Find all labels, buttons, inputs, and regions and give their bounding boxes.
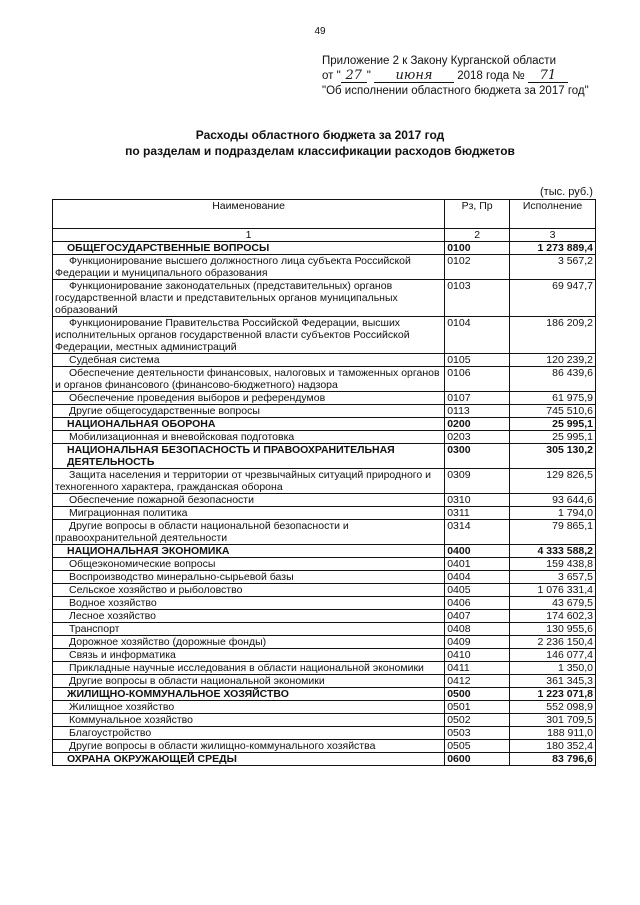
row-code: 0405 <box>445 584 510 597</box>
row-code: 0502 <box>445 714 510 727</box>
row-name: Обеспечение пожарной безопасности <box>53 494 445 507</box>
appendix-line-2 <box>322 69 589 84</box>
row-code: 0503 <box>445 727 510 740</box>
row-code: 0113 <box>445 405 510 418</box>
row-value: 120 239,2 <box>510 354 596 367</box>
row-value: 61 975,9 <box>510 392 596 405</box>
row-value: 93 644,6 <box>510 494 596 507</box>
row-name: Сельское хозяйство и рыболовство <box>53 584 445 597</box>
header-code: Рз, Пр <box>445 200 510 229</box>
row-name: Мобилизационная и вневойсковая подготовка <box>53 431 445 444</box>
table-row <box>53 701 596 714</box>
row-name: Защита населения и территории от чрезвычайных ситуаций природного и техногенного характера, гражданская оборона <box>53 469 445 494</box>
title-line-2: по разделам и подразделам классификации расходов бюджетов <box>125 144 515 158</box>
section-row <box>53 753 596 766</box>
row-value: 361 345,3 <box>510 675 596 688</box>
row-value: 79 865,1 <box>510 520 596 545</box>
row-value: 146 077,4 <box>510 649 596 662</box>
row-code: 0100 <box>445 242 510 255</box>
row-name: Общеэкономические вопросы <box>53 558 445 571</box>
row-name: Связь и информатика <box>53 649 445 662</box>
row-code: 0505 <box>445 740 510 753</box>
row-name: Судебная система <box>53 354 445 367</box>
row-name: Коммунальное хозяйство <box>53 714 445 727</box>
row-value: 1 076 331,4 <box>510 584 596 597</box>
row-name: Прикладные научные исследования в области национальной экономики <box>53 662 445 675</box>
table-row <box>53 469 596 494</box>
row-code: 0407 <box>445 610 510 623</box>
row-code: 0404 <box>445 571 510 584</box>
unit-note: (тыс. руб.) <box>540 186 593 198</box>
header-name: Наименование <box>53 200 445 229</box>
row-value: 745 510,6 <box>510 405 596 418</box>
row-code: 0500 <box>445 688 510 701</box>
row-name: Благоустройство <box>53 727 445 740</box>
row-code: 0102 <box>445 255 510 280</box>
row-name: Функционирование Правительства Российской Федерации, высших исполнительных органов государственной власти субъектов Российской Федерации, местных администраций <box>53 317 445 354</box>
row-code: 0309 <box>445 469 510 494</box>
row-value: 130 955,6 <box>510 623 596 636</box>
appendix-year: 2018 года № <box>457 70 525 82</box>
row-name: ЖИЛИЩНО-КОММУНАЛЬНОЕ ХОЗЯЙСТВО <box>53 688 445 701</box>
appendix-quote-open: " <box>336 70 341 82</box>
table-row <box>53 662 596 675</box>
row-code: 0203 <box>445 431 510 444</box>
table-row <box>53 255 596 280</box>
expenditure-table <box>52 199 596 766</box>
row-value: 86 439,6 <box>510 367 596 392</box>
row-name: Транспорт <box>53 623 445 636</box>
table-header-row <box>53 200 596 229</box>
row-name: Воспроизводство минерально-сырьевой базы <box>53 571 445 584</box>
handwritten-law-number: 71 <box>528 70 568 83</box>
section-row <box>53 444 596 469</box>
column-number-row <box>53 229 596 242</box>
row-code: 0310 <box>445 494 510 507</box>
table-row <box>53 280 596 317</box>
appendix-header <box>322 54 589 99</box>
row-code: 0411 <box>445 662 510 675</box>
row-value: 188 911,0 <box>510 727 596 740</box>
section-row <box>53 545 596 558</box>
row-value: 25 995,1 <box>510 418 596 431</box>
table-row <box>53 649 596 662</box>
row-code: 0409 <box>445 636 510 649</box>
row-name: НАЦИОНАЛЬНАЯ БЕЗОПАСНОСТЬ И ПРАВООХРАНИТЕЛЬНАЯ ДЕЯТЕЛЬНОСТЬ <box>53 444 445 469</box>
page-number: 49 <box>314 26 326 37</box>
table-row <box>53 675 596 688</box>
row-code: 0104 <box>445 317 510 354</box>
row-code: 0406 <box>445 597 510 610</box>
row-code: 0501 <box>445 701 510 714</box>
row-name: Другие вопросы в области национальной безопасности и правоохранительной деятельности <box>53 520 445 545</box>
row-code: 0200 <box>445 418 510 431</box>
table-row <box>53 317 596 354</box>
table-row <box>53 405 596 418</box>
row-value: 43 679,5 <box>510 597 596 610</box>
row-value: 25 995,1 <box>510 431 596 444</box>
appendix-line-1: Приложение 2 к Закону Курганской области <box>322 55 556 67</box>
row-name: ОБЩЕГОСУДАРСТВЕННЫЕ ВОПРОСЫ <box>53 242 445 255</box>
column-number-3: 3 <box>510 229 596 242</box>
handwritten-day: 27 <box>341 70 367 83</box>
row-name: ОХРАНА ОКРУЖАЮЩЕЙ СРЕДЫ <box>53 753 445 766</box>
row-name: Функционирование законодательных (представительных) органов государственной власти и представительных органов муниципальных образований <box>53 280 445 317</box>
row-value: 305 130,2 <box>510 444 596 469</box>
table-row <box>53 558 596 571</box>
row-code: 0408 <box>445 623 510 636</box>
row-code: 0314 <box>445 520 510 545</box>
row-code: 0600 <box>445 753 510 766</box>
appendix-quote-close: " <box>366 70 371 82</box>
row-value: 1 794,0 <box>510 507 596 520</box>
row-value: 180 352,4 <box>510 740 596 753</box>
appendix-from: от <box>322 70 334 82</box>
row-code: 0103 <box>445 280 510 317</box>
row-value: 4 333 588,2 <box>510 545 596 558</box>
table-row <box>53 392 596 405</box>
table-row <box>53 494 596 507</box>
table-row <box>53 431 596 444</box>
row-value: 174 602,3 <box>510 610 596 623</box>
row-value: 552 098,9 <box>510 701 596 714</box>
row-value: 1 223 071,8 <box>510 688 596 701</box>
row-name: Обеспечение деятельности финансовых, налоговых и таможенных органов и органов финансового (финансово-бюджетного) надзора <box>53 367 445 392</box>
row-code: 0106 <box>445 367 510 392</box>
row-name: Миграционная политика <box>53 507 445 520</box>
title-line-1: Расходы областного бюджета за 2017 год <box>195 128 445 142</box>
section-row <box>53 688 596 701</box>
row-value: 159 438,8 <box>510 558 596 571</box>
row-code: 0400 <box>445 545 510 558</box>
row-code: 0412 <box>445 675 510 688</box>
table-row <box>53 597 596 610</box>
table-row <box>53 636 596 649</box>
table-row <box>53 507 596 520</box>
row-value: 3 657,5 <box>510 571 596 584</box>
row-value: 129 826,5 <box>510 469 596 494</box>
row-code: 0311 <box>445 507 510 520</box>
row-code: 0410 <box>445 649 510 662</box>
row-value: 83 796,6 <box>510 753 596 766</box>
appendix-line-3: "Об исполнении областного бюджета за 2017 год" <box>322 85 589 97</box>
row-value: 3 567,2 <box>510 255 596 280</box>
row-value: 1 273 889,4 <box>510 242 596 255</box>
row-name: Другие вопросы в области национальной экономики <box>53 675 445 688</box>
row-code: 0107 <box>445 392 510 405</box>
table-row <box>53 740 596 753</box>
row-name: НАЦИОНАЛЬНАЯ ОБОРОНА <box>53 418 445 431</box>
column-number-2: 2 <box>445 229 510 242</box>
row-value: 301 709,5 <box>510 714 596 727</box>
row-name: Другие вопросы в области жилищно-коммунального хозяйства <box>53 740 445 753</box>
row-name: Жилищное хозяйство <box>53 701 445 714</box>
row-name: Обеспечение проведения выборов и референдумов <box>53 392 445 405</box>
table-row <box>53 610 596 623</box>
table-row <box>53 714 596 727</box>
row-name: Лесное хозяйство <box>53 610 445 623</box>
document-title <box>0 127 640 159</box>
section-row <box>53 242 596 255</box>
row-code: 0105 <box>445 354 510 367</box>
table-row <box>53 354 596 367</box>
table-row <box>53 520 596 545</box>
row-name: Функционирование высшего должностного лица субъекта Российской Федерации и муниципального образования <box>53 255 445 280</box>
row-name: Водное хозяйство <box>53 597 445 610</box>
section-row <box>53 418 596 431</box>
table-row <box>53 584 596 597</box>
header-value: Исполнение <box>510 200 596 229</box>
column-number-1: 1 <box>53 229 445 242</box>
row-name: Другие общегосударственные вопросы <box>53 405 445 418</box>
table-row <box>53 571 596 584</box>
table-row <box>53 727 596 740</box>
row-value: 69 947,7 <box>510 280 596 317</box>
row-value: 186 209,2 <box>510 317 596 354</box>
row-name: Дорожное хозяйство (дорожные фонды) <box>53 636 445 649</box>
handwritten-month: июня <box>374 70 454 83</box>
row-value: 2 236 150,4 <box>510 636 596 649</box>
table-row <box>53 367 596 392</box>
row-code: 0401 <box>445 558 510 571</box>
table-row <box>53 623 596 636</box>
row-value: 1 350,0 <box>510 662 596 675</box>
row-code: 0300 <box>445 444 510 469</box>
row-name: НАЦИОНАЛЬНАЯ ЭКОНОМИКА <box>53 545 445 558</box>
